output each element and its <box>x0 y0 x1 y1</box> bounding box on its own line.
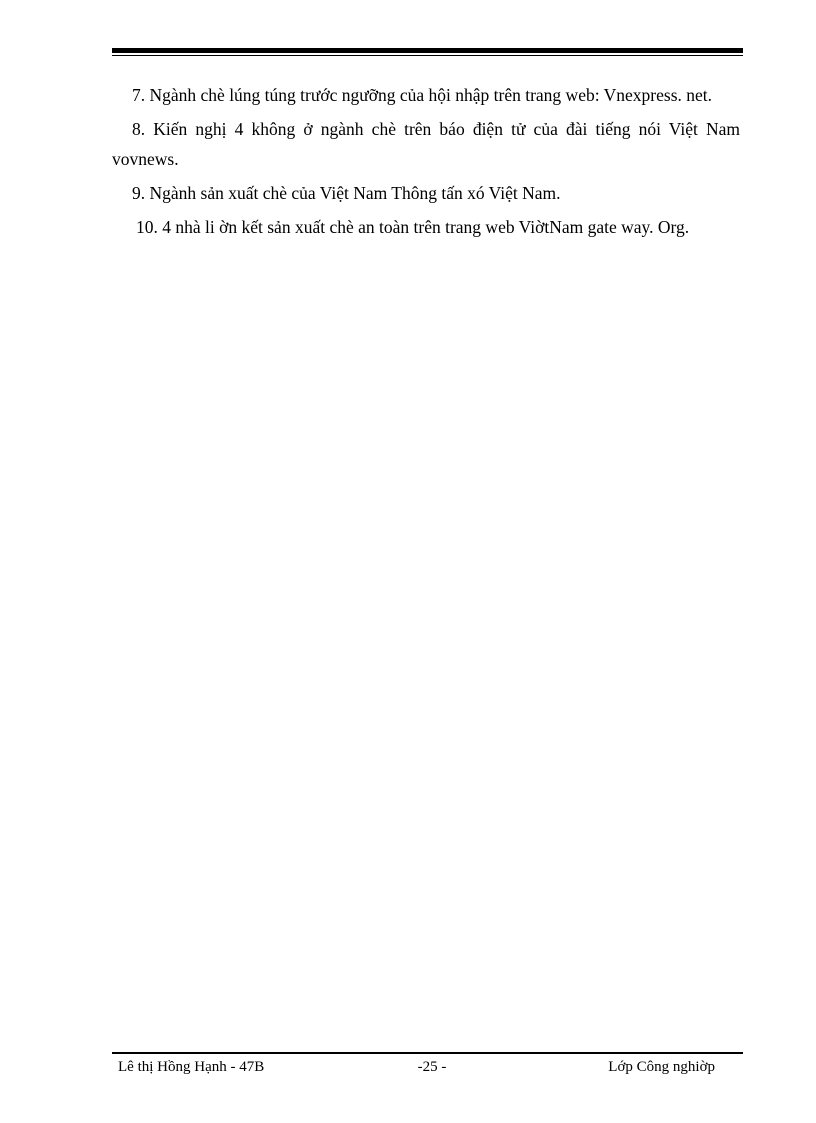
reference-item-7: 7. Ngành chè lúng túng trước ngưỡng của hội nhập trên trang web: Vnexpress. net. <box>132 85 713 105</box>
reference-list <box>112 80 740 246</box>
header-rule-thick <box>112 48 743 53</box>
header-rule-thin <box>112 55 743 56</box>
footer-class-name: Lớp Công nghiờp <box>608 1059 715 1075</box>
reference-item-10: 10. 4 nhà li ờn kết sản xuất chè an toàn trên trang web ViờtNam gate way. Org. <box>136 217 690 237</box>
reference-item-9: 9. Ngành sản xuất chè của Việt Nam Thông tấn xó Việt Nam. <box>132 183 561 203</box>
page-footer <box>112 1057 743 1107</box>
footer-rule <box>112 1052 743 1054</box>
footer-page-number: -25 - <box>417 1059 447 1075</box>
footer-author: Lê thị Hồng Hạnh - 47B <box>118 1059 265 1075</box>
reference-item-8: 8. Kiến nghị 4 không ở ngành chè trên báo điện tử của đài tiếng nói Việt Nam vovnews. <box>112 119 740 169</box>
